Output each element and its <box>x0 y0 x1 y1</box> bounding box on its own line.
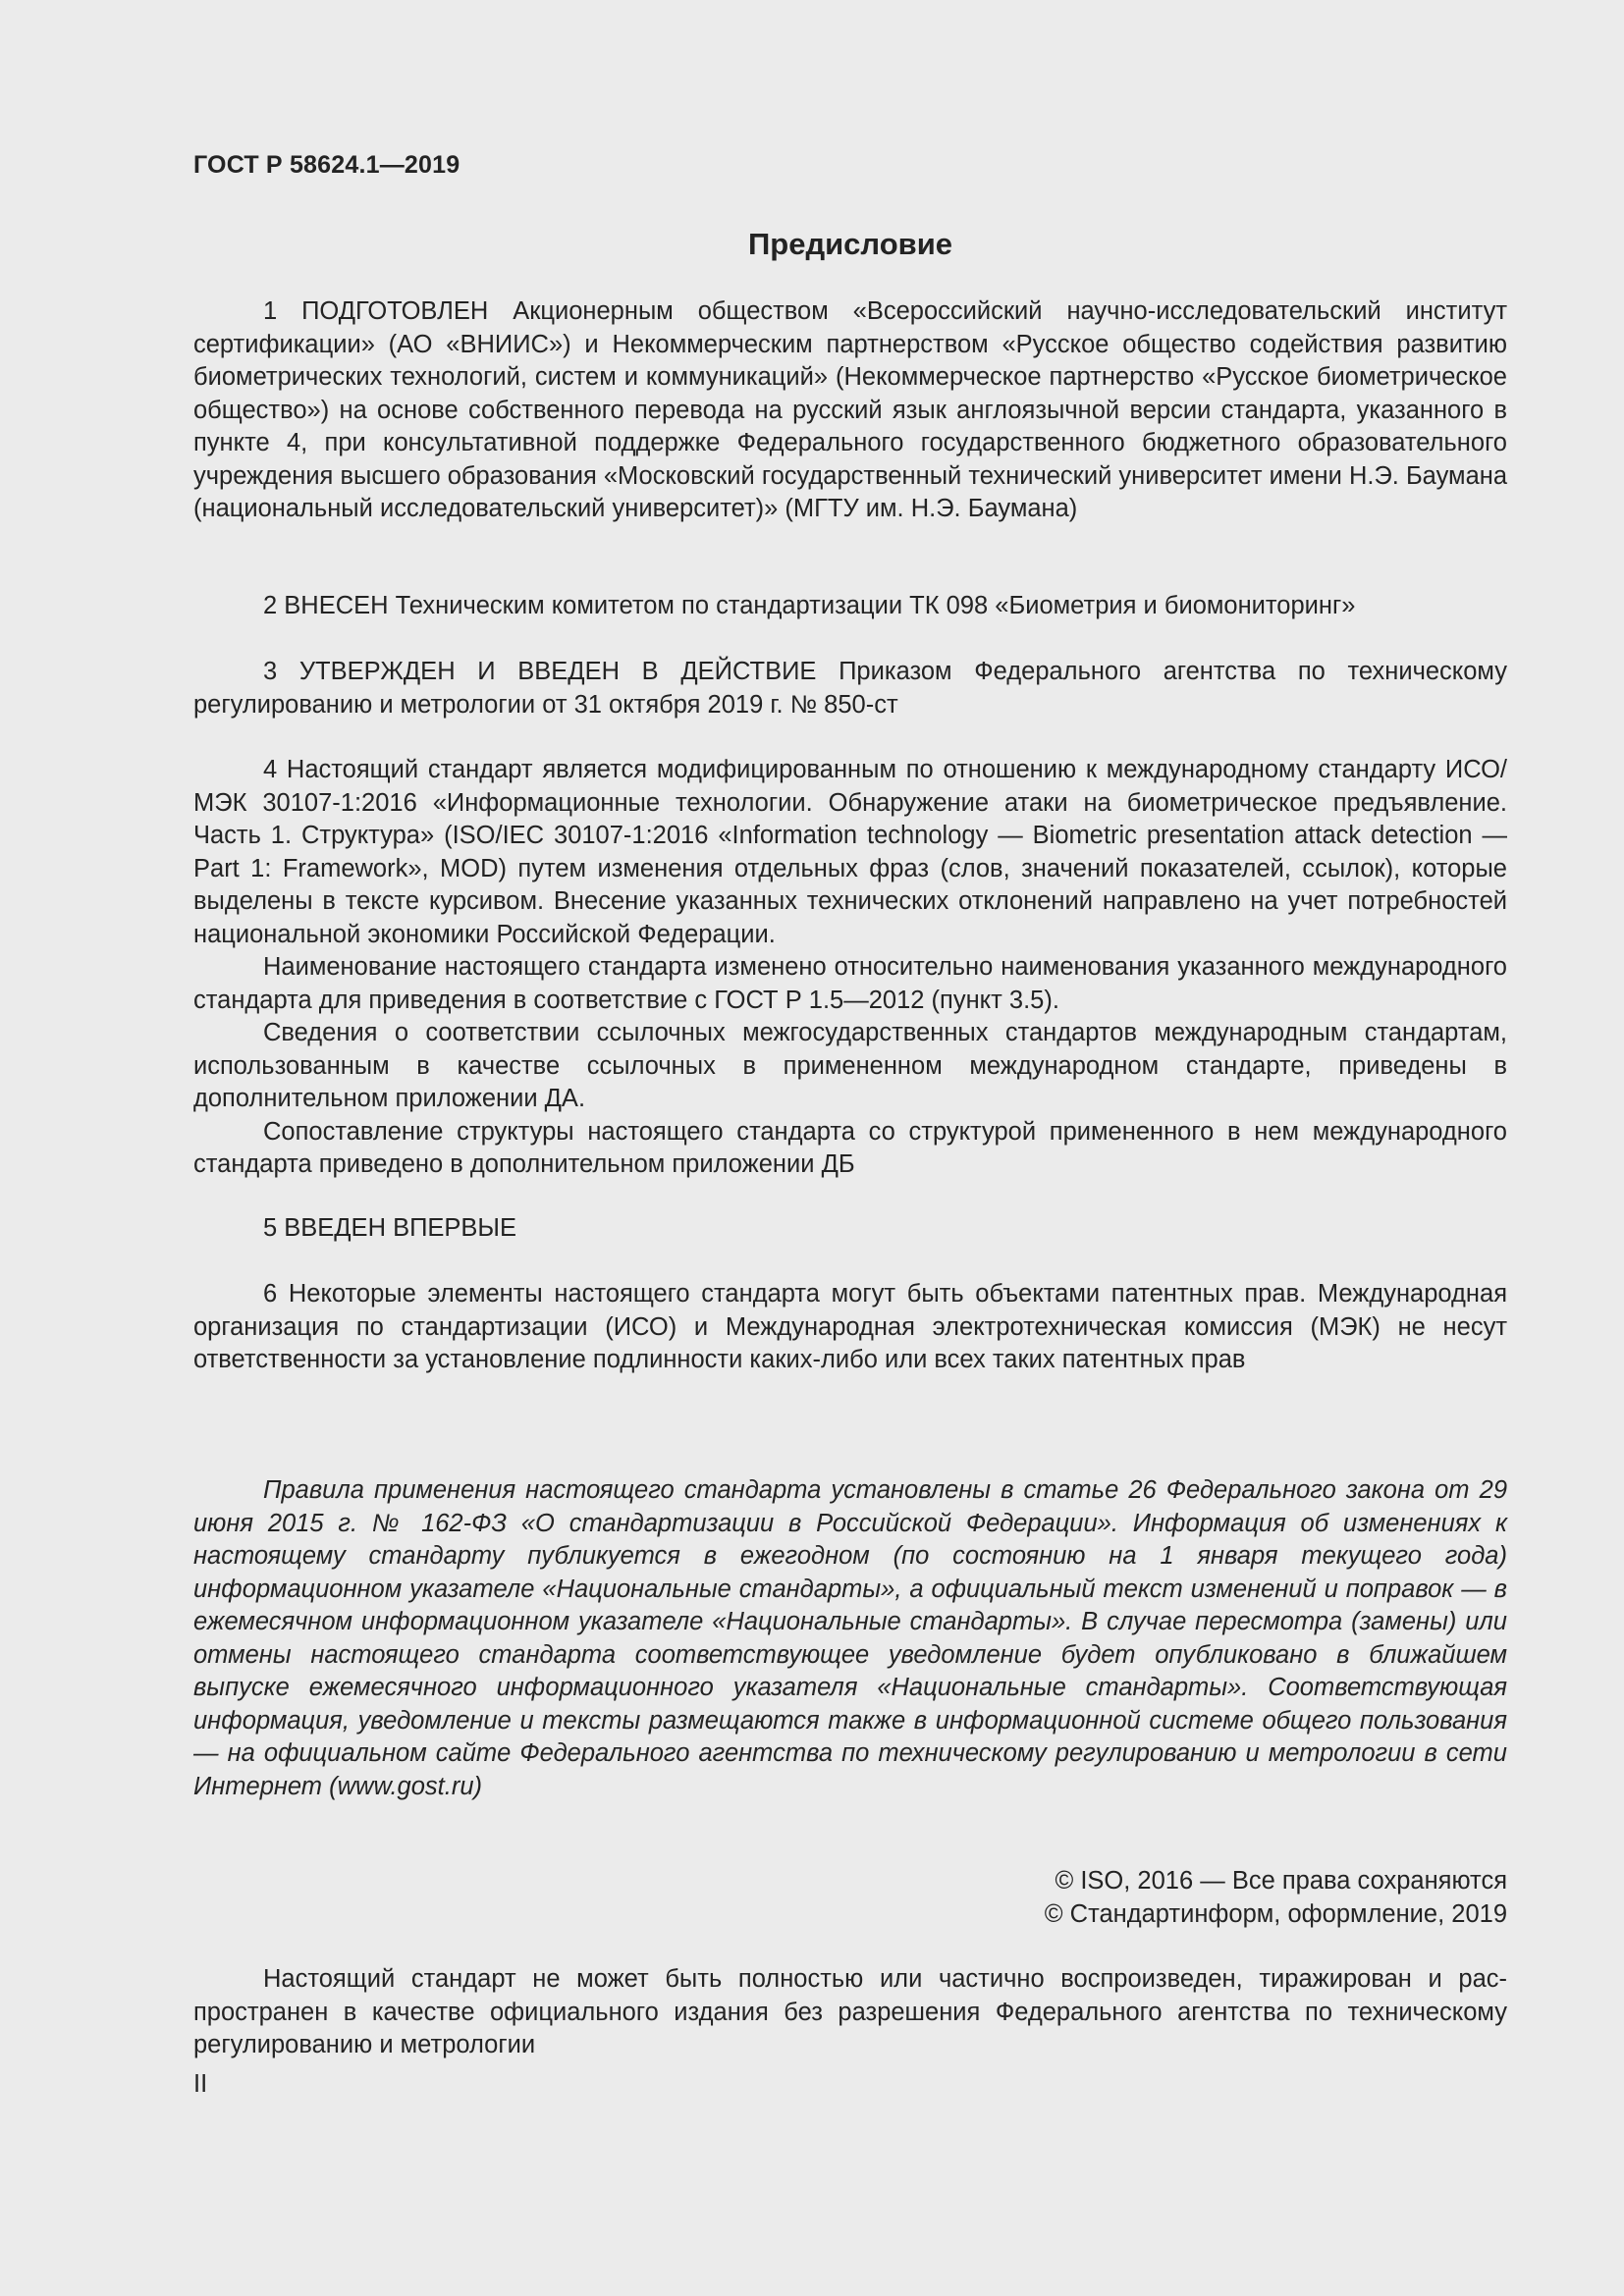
standard-code: ГОСТ Р 58624.1—2019 <box>193 151 460 179</box>
item-4-structure-note: Сопоставление структуры настоящего стандарта со структурой примененного в нем международного стандарта приведено в дополнительном приложении ДБ <box>193 1117 1507 1178</box>
item-3-text: 3 УТВЕРЖДЕН И ВВЕДЕН В ДЕЙСТВИЕ Приказом Федерального агентства по техническому регулированию и метрологии от 31 октября 2019 г. № 850-ст <box>193 658 1507 719</box>
item-5 <box>193 1212 1507 1246</box>
item-4-references-note: Сведения о соответствии ссылочных межгосударственных стандартов международным стандартам, использованным в качестве ссылочных в примененном международном стандарте, приведены в дополнительном приложении ДА. <box>193 1019 1507 1112</box>
item-2-text: 2 ВНЕСЕН Техническим комитетом по стандартизации ТК 098 «Биометрия и биомониторинг» <box>263 592 1356 619</box>
item-6 <box>193 1278 1507 1377</box>
item-4-name-note: Наименование настоящего стандарта изменено относительно наименования указанного международного стандарта для приведения в соответствие с ГОСТ Р 1.5—2012 (пункт 3.5). <box>193 953 1507 1014</box>
copyright-iso: © ISO, 2016 — Все права сохраняются <box>1055 1867 1507 1895</box>
rules-note <box>193 1474 1507 1803</box>
item-4-text: 4 Настоящий стандарт является модифицированным по отношению к международному стандарту ИСО/МЭК 30107-1:2016 «Информационные технологии. Обнаружение атаки на биометрическое предъявление. Часть 1. Структура» (ISO/IEC 30107-1:2016 «Information technology — Biometric presentation attack detection — Part 1: Framework», MOD) путем изменения отдельных фраз (слов, значений показателей, ссылок), которые выделены в тексте курсивом. Внесение указанных технических отклонений направлено на учет потребностей национальной экономики Российской Федерации. <box>193 756 1507 948</box>
page-title: Предисловие <box>747 227 952 261</box>
item-4 <box>193 754 1507 1182</box>
item-5-text: 5 ВВЕДЕН ВПЕРВЫЕ <box>263 1214 517 1242</box>
item-3 <box>193 656 1507 721</box>
page-number: II <box>193 2070 208 2098</box>
rules-note-text: Правила применения настоящего стандарта установлены в статье 26 Федерального закона от 29 июня 2015 г. № 162-ФЗ «О стандартизации в Российской Федерации». Информация об изменениях к настоящему стандарту публикуется в ежегодном (по состоянию на 1 января текущего года) информационном указателе «Национальные стандарты», а официальный текст изменений и поправок — в ежемесячном информационном указателе «Национальные стандарты». В случае пересмотра (замены) или отмены настоящего стандарта соответствующее уведомление будет опубликовано в ближайшем выпуске ежемесячного информационного указателя «Национальные стандарты». Соответствующая информация, уведомление и тексты размещаются также в информационной системе общего пользования — на официальном сайте Федерального агентства по техническому регулированию и метрологии в сети Интернет (www.gost.ru) <box>193 1476 1507 1800</box>
copyright-standartinform: © Стандартинформ, оформление, 2019 <box>1044 1899 1507 1928</box>
item-6-text: 6 Некоторые элементы настоящего стандарта могут быть объектами патентных прав. Международная организация по стандартизации (ИСО) и Международная электротехническая комиссия (МЭК) не несут ответственности за установление подлинности каких-либо или всех таких патентных прав <box>193 1280 1507 1373</box>
item-2 <box>193 590 1507 623</box>
item-1 <box>193 295 1507 526</box>
item-1-text: 1 ПОДГОТОВЛЕН Акционерным обществом «Всероссийский научно-исследовательский институт сертификации» (АО «ВНИИС») и Некоммерческим партнерством «Русское общество содействия развитию биометрических технологий, систем и коммуникаций» (Некоммерческое партнерство «Русское биометрическое общество») на основе собственного перевода на русский язык англоязычной версии стандарта, указанного в пункте 4, при консультативной поддержке Федерального государственного бюджетного образовательного учреждения высшего образования «Московский государственный технический университет имени Н.Э. Баумана (национальный исследовательский университет)» (МГТУ им. Н.Э. Баумана) <box>193 297 1508 522</box>
reproduction-notice <box>193 1963 1507 2062</box>
reproduction-notice-text: Настоящий стандарт не может быть полностью или частично воспроизведен, тиражирован и распространен в качестве официального издания без разрешения Федерального агентства по техническому регулированию и метрологии <box>193 1965 1507 2058</box>
copyright-block <box>1045 1865 1507 1931</box>
